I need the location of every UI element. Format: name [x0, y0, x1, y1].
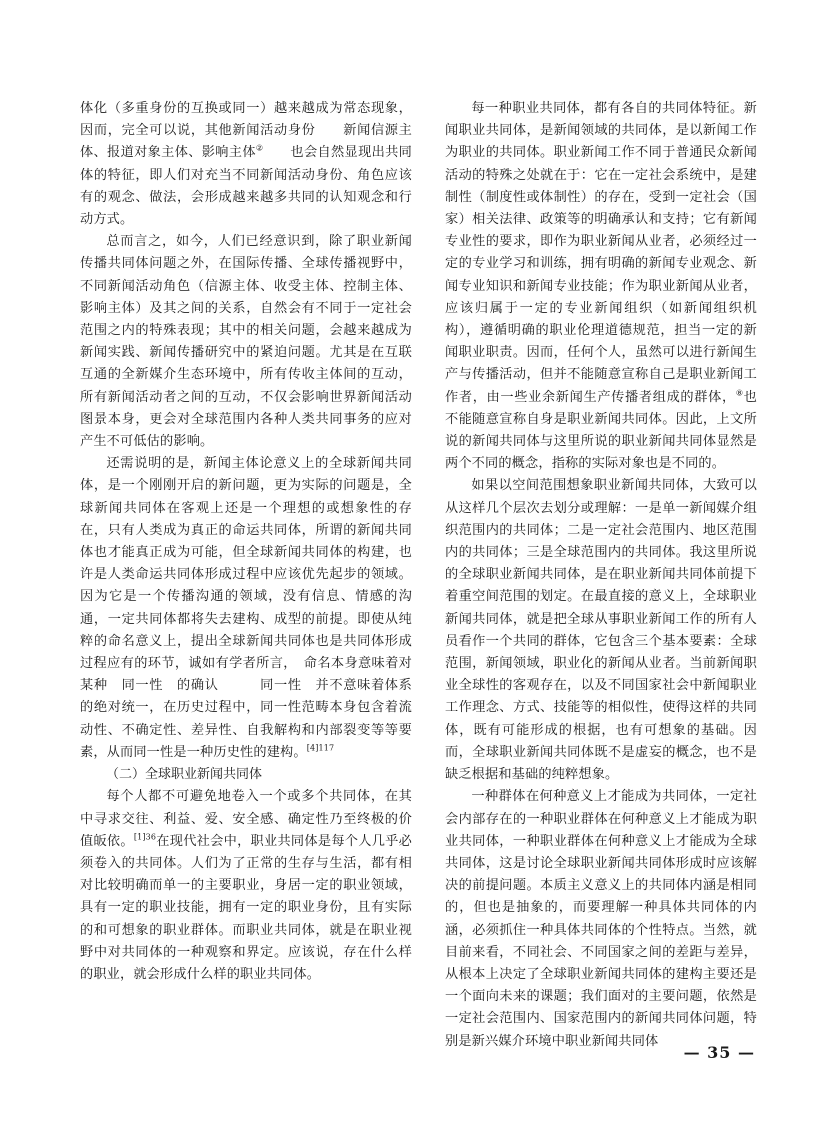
paragraph: 总而言之，如今，人们已经意识到，除了职业新闻传播共同体问题之外，在国际传播、全球传播视野中，不同新闻活动角色（信源主体、收受主体、控制主体、影响主体）及其之间的关系，自然会有不同于一定社会范围之内的特殊表现；其中的相关问题，会越来越成为新闻实践、新闻传播研究中的紧迫问题。尤其是在互联互通的全新媒介生态环境中，所有传收主体间的互动，所有新闻活动者之间的互动，不仅会影响世界新闻活动图景本身，更会对全球范围内各种人类共同事务的应对产生不可低估的影响。	[80, 234, 412, 450]
section-heading: （二）全球职业新闻共同体	[106, 767, 263, 783]
paragraph: 一种群体在何种意义上才能成为共同体，一定社会内部存在的一种职业群体在何种意义上才能成为职业共同体，一种职业群体在何种意义上才能成为全球共同体，这是讨论全球职业新闻共同体形成时应该解决的前提问题。本质主义意义上的共同体内涵是相同的，但也是抽象的，而要理解一种具体共同体的内涵，必须抓住一种具体共同体的个性特点。当然，就目前来看，不同社会、不同国家之间的差距与差异，从根本上决定了全球职业新闻共同体的建构主要还是一个面向未来的课题；我们面对的主要问题，依然是一定社会范围内、国家范围内的新闻共同体问题，特别是新兴媒介环境中职业新闻共同体	[445, 789, 757, 1049]
footnote-ref[interactable]: ⑧	[735, 388, 744, 398]
paragraph: 还需说明的是，新闻主体论意义上的全球新闻共同体，是一个刚刚开启的新问题，更为实际的问题是，全球新闻共同体在客观上还是一个理想的或想象性的存在，只有人类成为真正的命运共同体，所谓的新闻共同体也才能真正成为可能，但全球新闻共同体的构建，也许是人类命运共同体形成过程中应该优先起步的领域。因为它是一个传播沟通的领域，没有信息、情感的沟通，一定共同体都将失去建构、成型的前提。即使从纯粹的命名意义上，提出全球新闻共同体也是共同体形成过程应有的环节，诚如有学者所言， 命名本身意味着对某种 同一性 的确认 同一性 并不意味着体系的绝对统一，在历史过程中，同一性范畴本身包含着流动性、不确定性、差异性、自我解构和内部裂变等等要素，从而同一性是一种历史性的建构。$^{[4]117}$	[80, 456, 412, 760]
left-column	[80, 98, 412, 986]
paragraph: 每个人都不可避免地卷入一个或多个共同体，在其中寻求交往、利益、爱、安全感、确定性乃至终极的价值皈依。$^{[1]36}$在现代社会中，职业共同体是每个人几乎必须卷入的共同体。人们为了正常的生存与生活，都有相对比较明确而单一的主要职业，身居一定的职业领域，具有一定的职业技能，拥有一定的职业身份，且有实际的和可想象的职业群体。而职业共同体，就是在职业视野中对共同体的一种观察和界定。应该说，存在什么样的职业，就会形成什么样的职业共同体。	[80, 789, 412, 982]
paragraph: 如果以空间范围想象职业新闻共同体，大致可以从这样几个层次去划分或理解：一是单一新闻媒介组织范围内的共同体；二是一定社会范围内、地区范围内的共同体；三是全球范围内的共同体。我这里所说的全球职业新闻共同体，是在职业新闻共同体前提下着重空间范围的划定。在最直接的意义上，全球职业新闻共同体，就是把全球从事职业新闻工作的所有人员看作一个共同的群体，它包含三个基本要素：全球范围，新闻领域，职业化的新闻从业者。当前新闻职业全球性的客观存在，以及不同国家社会中新闻职业工作理念、方式、技能等的相似性，使得这样的共同体，既有可能形成的根据，也有可想象的基础。因而，全球职业新闻共同体既不是虚妄的概念，也不是缺乏根据和基础的纯粹想象。	[445, 478, 757, 783]
citation-ref[interactable]: [4]117	[306, 743, 335, 753]
citation-ref[interactable]: [1]36	[133, 832, 157, 842]
page-number: — 35 —	[683, 1043, 755, 1062]
paragraph: 体化（多重身份的互换或同一）越来越成为常态现象，因而，完全可以说，其他新闻活动身份 新闻信源主体、报道对象主体、影响主体② 也会自然显现出共同体的特征，即人们对充当不同新闻活动身份、角色应该有的观念、做法，会形成越来越多共同的认知观念和行动方式。	[80, 101, 412, 228]
footnote-ref[interactable]: ②	[255, 144, 264, 154]
paragraph: 每一种职业共同体，都有各自的共同体特征。新闻职业共同体，是新闻领域的共同体，是以新闻工作为职业的共同体。职业新闻工作不同于普通民众新闻活动的特殊之处就在于：它在一定社会系统中，是建制性（制度性或体制性）的存在，受到一定社会（国家）相关法律、政策等的明确承认和支持；它有新闻专业性的要求，即作为职业新闻从业者，必须经过一定的专业学习和训练，拥有明确的新闻专业观念、新闻专业知识和新闻专业技能；作为职业新闻从业者，应该归属于一定的专业新闻组织（如新闻组织机构），遵循明确的职业伦理道德规范，担当一定的新闻职业职责。因而，任何个人，虽然可以进行新闻生产与传播活动，但并不能随意宣称自己是职业新闻工作者，由一些业余新闻生产传播者组成的群体，⑧也不能随意宣称自身是职业新闻共同体。因此，上文所说的新闻共同体与这里所说的职业新闻共同体显然是两个不同的概念，指称的实际对象也是不同的。	[445, 101, 757, 472]
right-column	[445, 98, 757, 1053]
